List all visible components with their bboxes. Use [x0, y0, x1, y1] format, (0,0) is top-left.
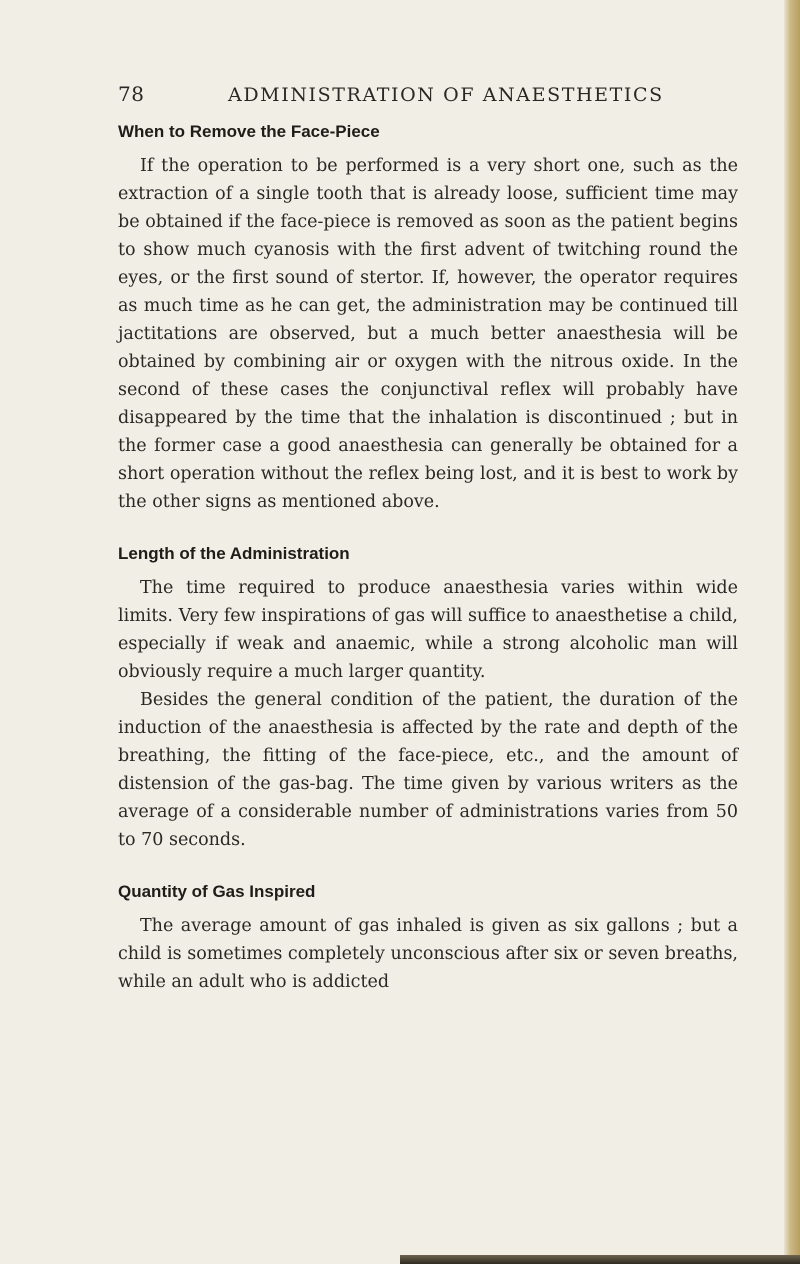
- section-heading-length: Length of the Administration: [118, 544, 350, 563]
- page-number: 78: [118, 82, 145, 106]
- section-heading-remove-face-piece: When to Remove the Face-Piece: [118, 122, 380, 141]
- paragraph: The average amount of gas inhaled is given as six gallons ; but a child is sometimes completely unconscious after six or seven breaths, while an adult who is addicted: [118, 916, 738, 992]
- page-edge: [784, 0, 800, 1264]
- paragraph: The time required to produce anaesthesia varies within wide limits. Very few inspirations of gas will suffice to anaesthetise a child, especially if weak and anaemic, while a strong alcoholic man will obviously require a much larger quantity.: [118, 578, 738, 682]
- running-head: [118, 82, 738, 110]
- running-head-title: ADMINISTRATION OF ANAESTHETICS: [228, 84, 664, 106]
- paragraph: If the operation to be performed is a very short one, such as the extraction of a single tooth that is already loose, sufficient time may be obtained if the face-piece is removed as soon as the patient begins to show much cyanosis with the first advent of twitching round the eyes, or the first sound of stertor. If, however, the operator requires as much time as he can get, the administration may be continued till jactitations are observed, but a much better anaesthesia will be obtained by combining air or oxygen with the nitrous oxide. In the second of these cases the conjunctival reflex will probably have disappeared by the time that the inhalation is discontinued ; but in the former case a good anaesthesia can generally be obtained for a short operation without the reflex being lost, and it is best to work by the other signs as mentioned above.: [118, 156, 738, 512]
- page-content: [118, 82, 738, 996]
- paragraph: Besides the general condition of the patient, the duration of the induction of the anaesthesia is affected by the rate and depth of the breathing, the fitting of the face-piece, etc., and the amount of distension of the gas-bag. The time given by various writers as the average of a considerable number of administrations varies from 50 to 70 seconds.: [118, 690, 738, 850]
- bottom-rule: [400, 1255, 800, 1264]
- section-heading-quantity: Quantity of Gas Inspired: [118, 882, 316, 901]
